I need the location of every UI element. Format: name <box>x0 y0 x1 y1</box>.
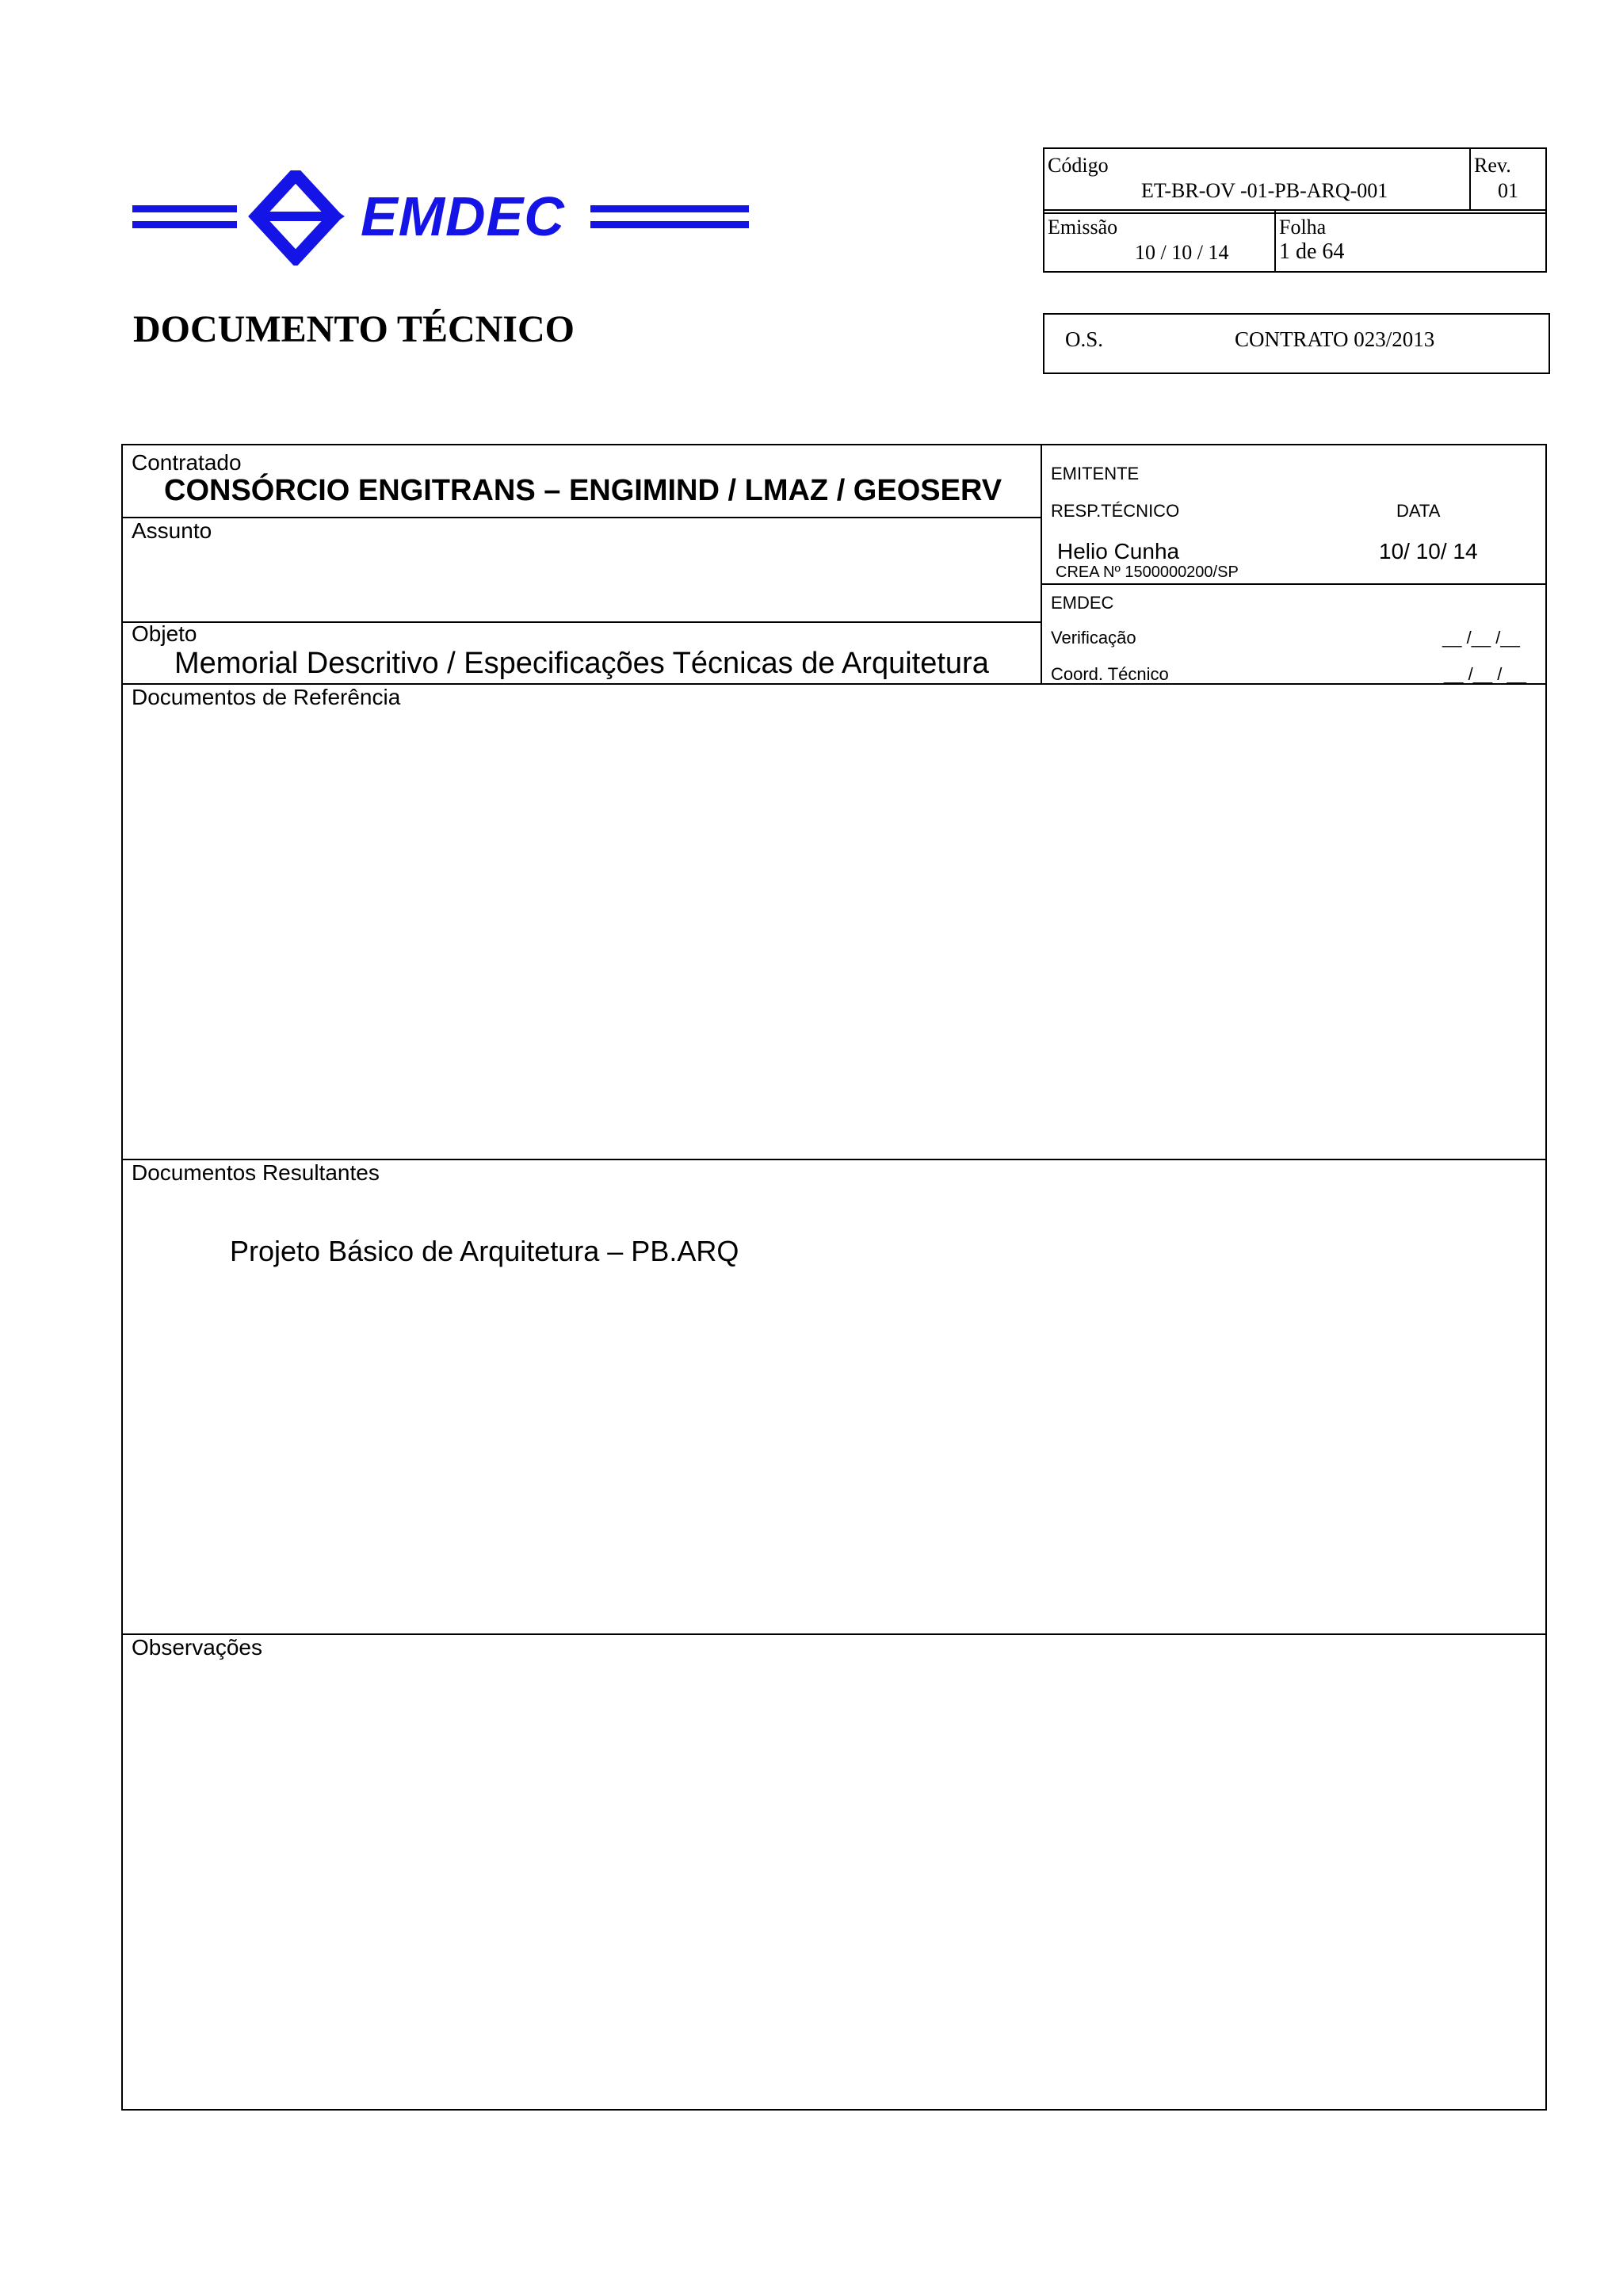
assunto-label: Assunto <box>132 518 212 543</box>
verificacao-label: Verificação <box>1051 628 1136 648</box>
emissao-label: Emissão <box>1048 216 1118 239</box>
objeto-value: Memorial Descritivo / Especificações Técnicas de Arquitetura <box>174 647 989 680</box>
folha-label: Folha <box>1279 216 1327 239</box>
coord-tecnico-label: Coord. Técnico <box>1051 664 1169 684</box>
codigo-label: Código <box>1048 154 1109 177</box>
emissao-value: 10 / 10 / 14 <box>1135 241 1229 264</box>
verificacao-date: __ /__ /__ <box>1442 628 1520 648</box>
codigo-value: ET-BR-OV -01-PB-ARQ-001 <box>1141 179 1388 202</box>
os-value: CONTRATO 023/2013 <box>1235 327 1435 351</box>
os-box <box>1043 313 1550 374</box>
documentos-resultantes-label: Documentos Resultantes <box>132 1160 380 1185</box>
folha-value: 1 de 64 <box>1279 239 1345 264</box>
objeto-label: Objeto <box>132 621 197 646</box>
crea-number: CREA Nº 1500000200/SP <box>1056 563 1239 581</box>
os-label: O.S. <box>1065 327 1104 351</box>
emdec-label: EMDEC <box>1051 593 1114 613</box>
document-title: DOCUMENTO TÉCNICO <box>133 308 575 350</box>
documentos-resultantes-value: Projeto Básico de Arquitetura – PB.ARQ <box>230 1235 739 1267</box>
observacoes-label: Observações <box>132 1635 262 1660</box>
resp-tecnico-label: RESP.TÉCNICO <box>1051 501 1180 521</box>
coord-tecnico-date: __ /__ / __ <box>1444 664 1526 684</box>
logo-text: EMDEC <box>361 185 565 247</box>
documentos-referencia-label: Documentos de Referência <box>132 685 401 709</box>
data-label: DATA <box>1396 501 1441 521</box>
emdec-logo <box>131 170 753 266</box>
emitente-label: EMITENTE <box>1051 464 1140 483</box>
resp-name: Helio Cunha <box>1057 539 1180 563</box>
header-box <box>1043 147 1547 273</box>
rev-value: 01 <box>1498 179 1518 202</box>
resp-date: 10/ 10/ 14 <box>1379 539 1478 563</box>
rev-label: Rev. <box>1474 154 1511 177</box>
contratado-label: Contratado <box>132 450 242 475</box>
contratado-value: CONSÓRCIO ENGITRANS – ENGIMIND / LMAZ / GEOSERV <box>164 474 1002 507</box>
